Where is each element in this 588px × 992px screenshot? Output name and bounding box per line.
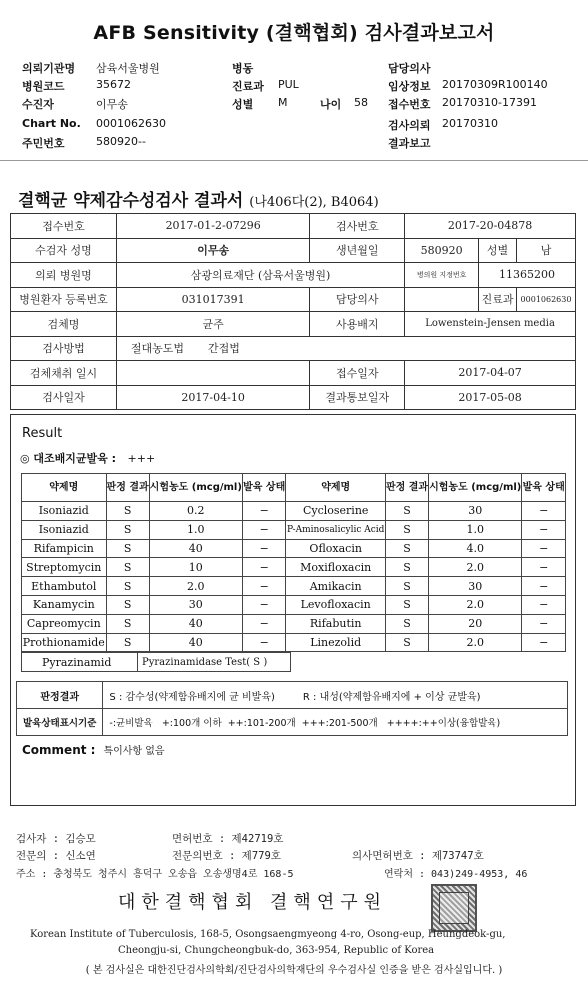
method: 절대농도법 간접법 — [116, 336, 575, 361]
drug-table — [21, 473, 566, 652]
table-row — [22, 595, 566, 614]
header-field: 임상정보 — [388, 80, 431, 93]
address: 주소 : 충청북도 청주시 흥덕구 오송읍 오송생명4로 168-5 — [16, 869, 294, 880]
judge-result: S — [385, 520, 428, 539]
growth-status: − — [242, 558, 285, 577]
judge-result: S — [106, 558, 149, 577]
judge-result: S — [106, 614, 149, 633]
judge-result: S — [106, 633, 149, 652]
header-field: 의뢰기관명 — [22, 62, 76, 75]
method-label: 검사방법 — [11, 336, 117, 361]
growth-status: − — [242, 633, 285, 652]
test-concentration: 4.0 — [429, 539, 522, 558]
drug-name: Rifampicin — [22, 539, 107, 558]
growth-status: − — [522, 614, 566, 633]
dob-label: 생년월일 — [310, 238, 405, 263]
notify-date: 2017-05-08 — [405, 385, 576, 410]
test-concentration: 0.2 — [149, 502, 242, 521]
header-value: 20170310 — [442, 117, 498, 130]
specialist: 전문의 : 신소연 — [16, 850, 96, 862]
drug-name: Capreomycin — [22, 614, 107, 633]
growth-status: − — [522, 577, 566, 596]
dept-label: 진료과 — [479, 287, 517, 312]
table-row — [22, 614, 566, 633]
drug-name: Prothionamide — [22, 633, 107, 652]
drug-name: Isoniazid — [22, 520, 107, 539]
header-field: 결과보고 — [388, 137, 431, 150]
hospital: 삼광의료재단 (삼육서울병원) — [116, 263, 404, 288]
col-growth: 발육 상태 — [522, 474, 566, 502]
specialist-no: 전문의번호 : 제779호 — [172, 850, 281, 862]
reg-label: 병원환자 등록번호 — [11, 287, 117, 312]
drug-name: Ofloxacin — [286, 539, 386, 558]
growth-status: − — [242, 577, 285, 596]
legend-table — [16, 681, 568, 736]
col-judge: 판정 결과 — [385, 474, 428, 502]
header-value: 이무송 — [96, 98, 128, 111]
test-concentration: 30 — [429, 502, 522, 521]
header-field: 성별 — [232, 98, 254, 111]
recv-date: 2017-04-07 — [405, 361, 576, 386]
header-field: 담당의사 — [388, 62, 431, 75]
judge-result: S — [385, 595, 428, 614]
sex-label: 성별 — [479, 238, 517, 263]
pyrazinamid-row — [21, 652, 291, 672]
test-concentration: 20 — [429, 614, 522, 633]
recollect-label: 검체채취 일시 — [11, 361, 117, 386]
recollect — [116, 361, 309, 386]
test-concentration: 30 — [429, 577, 522, 596]
dept: 0001062630 — [517, 287, 576, 312]
specimen-label: 검체명 — [11, 312, 117, 337]
reg-no: 031017391 — [116, 287, 309, 312]
tester: 검사자 : 김승모 — [16, 833, 96, 845]
patient-info-table — [10, 213, 576, 410]
drug-name: Cycloserine — [286, 502, 386, 521]
drug-name: Ethambutol — [22, 577, 107, 596]
header-field: 접수번호 — [388, 98, 431, 111]
dob: 580920 — [405, 238, 479, 263]
growth-status: − — [242, 539, 285, 558]
report-title: 결핵균 약제감수성검사 결과서 (나406다(2), B4064) — [18, 191, 379, 211]
judge-result: S — [385, 614, 428, 633]
col-growth: 발육 상태 — [242, 474, 285, 502]
official-seal — [431, 884, 477, 932]
doctor-license: 의사면허번호 : 제73747호 — [352, 850, 484, 862]
header-value: 20170310-17391 — [442, 96, 537, 109]
designated-no: 11365200 — [479, 263, 576, 288]
comment: Comment : 특이사항 없음 — [22, 743, 165, 757]
judge-result: S — [106, 539, 149, 558]
header-field: 검사의뢰 — [388, 119, 431, 132]
judge-label: 판정결과 — [17, 682, 103, 709]
judge-criteria: S : 감수성(약제함유배지에 균 비발육) R : 내성(약제함유배지에 + 이상 균발육) — [103, 682, 568, 709]
col-conc: 시험농도 (mcg/ml) — [149, 474, 242, 502]
test-date-label: 검사일자 — [11, 385, 117, 410]
judge-result: S — [385, 502, 428, 521]
test-concentration: 2.0 — [429, 558, 522, 577]
medium: Lowenstein-Jensen media — [405, 312, 576, 337]
contact: 연락처 : 043)249-4953, 46 — [384, 869, 528, 880]
test-no: 2017-20-04878 — [405, 214, 576, 239]
judge-result: S — [106, 520, 149, 539]
pyrazinamid-test: Pyrazinamidase Test( S ) — [138, 653, 291, 672]
header-field: Chart No. — [22, 117, 81, 130]
table-row — [22, 520, 566, 539]
judge-result: S — [385, 577, 428, 596]
test-concentration: 40 — [149, 614, 242, 633]
test-concentration: 40 — [149, 633, 242, 652]
growth-status: − — [522, 633, 566, 652]
col-drug: 약제명 — [286, 474, 386, 502]
header-field: 주민번호 — [22, 137, 65, 150]
judge-result: S — [385, 558, 428, 577]
institution-name: 대한결핵협회 결핵연구원 — [118, 892, 387, 913]
drug-name: Moxifloxacin — [286, 558, 386, 577]
growth-status: − — [242, 520, 285, 539]
judge-result: S — [106, 577, 149, 596]
certification-note: ( 본 검사실은 대한진단검사의학회/진단검사의학재단의 우수검사실 인증을 받은 검사실입니다. ) — [85, 965, 503, 976]
col-drug: 약제명 — [22, 474, 107, 502]
growth-status: − — [242, 614, 285, 633]
test-concentration: 2.0 — [429, 595, 522, 614]
growth-status: − — [242, 502, 285, 521]
drug-name: Rifabutin — [286, 614, 386, 633]
drug-name: Amikacin — [286, 577, 386, 596]
header-value: 삼육서울병원 — [96, 62, 160, 75]
test-concentration: 40 — [149, 539, 242, 558]
table-row — [22, 577, 566, 596]
base-growth: ◎ 대조배지균발육 : +++ — [20, 452, 156, 465]
judge-result: S — [106, 502, 149, 521]
drug-name: Linezolid — [286, 633, 386, 652]
test-concentration: 1.0 — [429, 520, 522, 539]
receipt-no: 2017-01-2-07296 — [116, 214, 309, 239]
growth-label: 발육상태표시기준 — [17, 709, 103, 736]
header-field: 병동 — [232, 62, 254, 75]
growth-status: − — [522, 595, 566, 614]
judge-result: S — [385, 539, 428, 558]
doctor — [405, 287, 479, 312]
growth-status: − — [522, 539, 566, 558]
header-value: 20170309R100140 — [442, 78, 548, 91]
growth-status: − — [522, 502, 566, 521]
drug-name: Streptomycin — [22, 558, 107, 577]
institution-address-en: Korean Institute of Tuberculosis, 168-5, Osongsaengmyeong 4-ro, Osong-eup, Heungdeok-gu, — [30, 929, 506, 940]
header-value: 35672 — [96, 78, 131, 91]
tester-license: 면허번호 : 제42719호 — [172, 833, 284, 845]
doctor-label: 담당의사 — [310, 287, 405, 312]
table-row — [22, 558, 566, 577]
table-row — [22, 633, 566, 652]
header-field: 병원코드 — [22, 80, 65, 93]
patient-label: 수검자 성명 — [11, 238, 117, 263]
header-field: 진료과 — [232, 80, 264, 93]
drug-name: P-Aminosalicylic Acid — [286, 520, 386, 539]
test-concentration: 30 — [149, 595, 242, 614]
judge-result: S — [385, 633, 428, 652]
designated-label: 병의원 지정번호 — [405, 263, 479, 288]
col-judge: 판정 결과 — [106, 474, 149, 502]
test-date: 2017-04-10 — [116, 385, 309, 410]
test-concentration: 2.0 — [429, 633, 522, 652]
hospital-label: 의뢰 병원명 — [11, 263, 117, 288]
drug-name: Isoniazid — [22, 502, 107, 521]
medium-label: 사용배지 — [310, 312, 405, 337]
col-conc: 시험농도 (mcg/ml) — [429, 474, 522, 502]
header-value: 580920-- — [96, 135, 146, 148]
drug-name: Kanamycin — [22, 595, 107, 614]
growth-status: − — [522, 558, 566, 577]
header-value: PUL — [278, 78, 299, 91]
result-label: Result — [22, 426, 63, 441]
sex: 남 — [517, 238, 576, 263]
patient-name: 이무송 — [116, 238, 309, 263]
growth-status: − — [242, 595, 285, 614]
header-field: 나이 — [320, 98, 342, 111]
document-title: AFB Sensitivity (결핵협회) 검사결과보고서 — [93, 22, 495, 44]
divider — [0, 160, 588, 161]
table-row — [22, 539, 566, 558]
header-value: 58 — [354, 96, 368, 109]
specimen: 균주 — [116, 312, 309, 337]
institution-address-en-2: Cheongju-si, Chungcheongbuk-do, 363-954, Republic of Korea — [118, 945, 435, 956]
judge-result: S — [106, 595, 149, 614]
test-concentration: 10 — [149, 558, 242, 577]
table-row — [22, 502, 566, 521]
pyrazinamid-name: Pyrazinamid — [22, 653, 138, 672]
test-no-label: 검사번호 — [310, 214, 405, 239]
header-value: 0001062630 — [96, 117, 166, 130]
test-concentration: 2.0 — [149, 577, 242, 596]
growth-status: − — [522, 520, 566, 539]
header-value: M — [278, 96, 288, 109]
growth-criteria: -:균비발육 +:100개 이하 ++:101-200개 +++:201-500개 ++++:++이상(융합발육) — [103, 709, 568, 736]
header-field: 수진자 — [22, 98, 54, 111]
notify-label: 결과통보일자 — [310, 385, 405, 410]
receipt-no-label: 접수번호 — [11, 214, 117, 239]
test-concentration: 1.0 — [149, 520, 242, 539]
drug-name: Levofloxacin — [286, 595, 386, 614]
recv-date-label: 접수일자 — [310, 361, 405, 386]
